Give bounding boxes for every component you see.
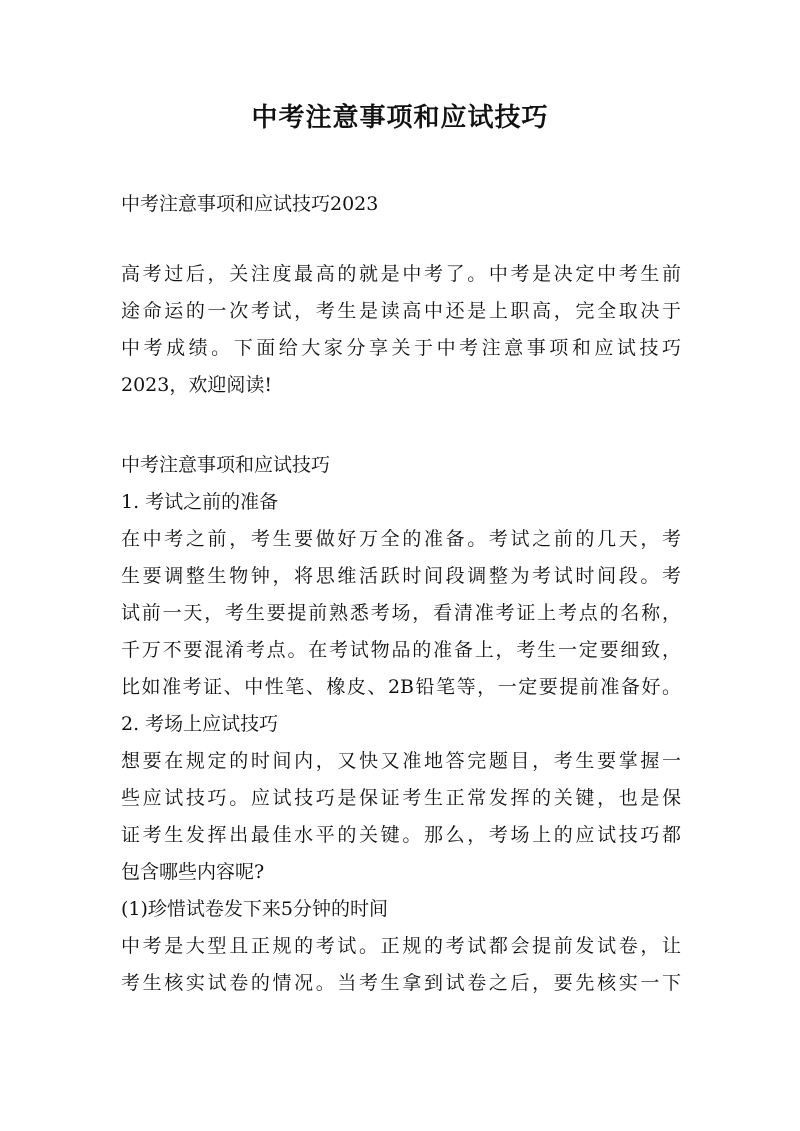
sub1-line: 考生核实试卷的情况。当考生拿到试卷之后，要先核实一下 — [121, 972, 681, 994]
item1-line: 千万不要混淆考点。在考试物品的准备上，考生一定要细致， — [121, 639, 681, 661]
item2-line: 包含哪些内容呢? — [121, 861, 265, 883]
subtitle-line: 中考注意事项和应试技巧2023 — [121, 193, 379, 215]
intro-line: 中考成绩。下面给大家分享关于中考注意事项和应试技巧 — [121, 337, 681, 359]
item1-line: 生要调整生物钟，将思维活跃时间段调整为考试时间段。考 — [121, 565, 681, 587]
item2-heading: 2. 考场上应试技巧 — [121, 713, 279, 735]
item1-line: 在中考之前，考生要做好万全的准备。考试之前的几天，考 — [121, 528, 681, 550]
item2-line: 想要在规定的时间内，又快又准地答完题目，考生要掌握一 — [121, 750, 681, 772]
item1-heading: 1. 考试之前的准备 — [121, 491, 279, 513]
intro-line: 高考过后，关注度最高的就是中考了。中考是决定中考生前 — [121, 263, 681, 285]
document-title: 中考注意事项和应试技巧 — [251, 103, 549, 133]
intro-line: 途命运的一次考试，考生是读高中还是上职高，完全取决于 — [121, 300, 681, 322]
sub1-heading: (1)珍惜试卷发下来5分钟的时间 — [121, 898, 389, 920]
item1-line: 试前一天，考生要提前熟悉考场，看清准考证上考点的名称， — [121, 602, 681, 624]
item1-line: 比如准考证、中性笔、橡皮、2B铅笔等，一定要提前准备好。 — [121, 676, 681, 698]
item2-line: 证考生发挥出最佳水平的关键。那么，考场上的应试技巧都 — [121, 824, 681, 846]
item2-line: 些应试技巧。应试技巧是保证考生正常发挥的关键，也是保 — [121, 787, 681, 809]
sub1-line: 中考是大型且正规的考试。正规的考试都会提前发试卷，让 — [121, 935, 681, 957]
intro-line: 2023，欢迎阅读! — [121, 374, 272, 396]
section-heading: 中考注意事项和应试技巧 — [121, 454, 331, 476]
